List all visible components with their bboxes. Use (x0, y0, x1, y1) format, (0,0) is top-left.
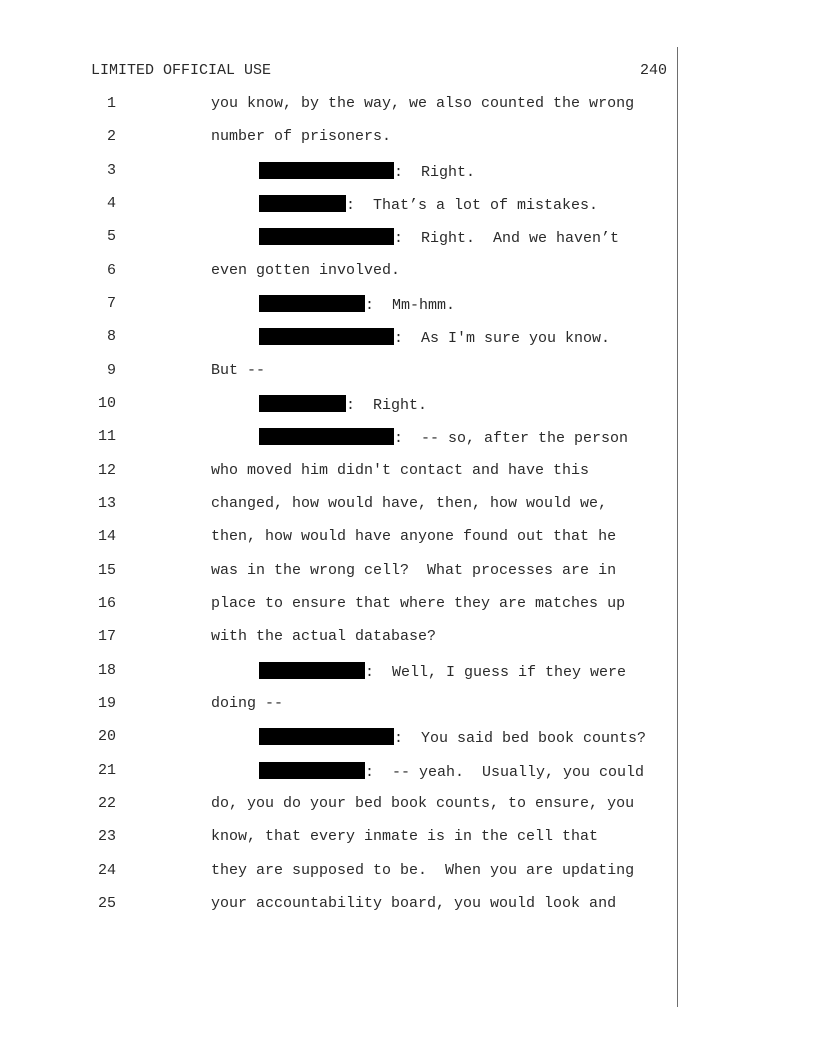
transcript-line (211, 828, 598, 846)
page-number: 240 (639, 62, 667, 79)
line-text: : -- yeah. Usually, you could (365, 764, 645, 781)
transcript-line (211, 862, 634, 880)
redacted-speaker-name (259, 662, 365, 679)
transcript-line (211, 562, 616, 580)
line-text: do, you do your bed book counts, to ensure, you (211, 795, 635, 812)
transcript-line (211, 262, 400, 280)
line-text: : Right. (346, 397, 428, 414)
line-number: 18 (97, 662, 116, 679)
transcript-line (211, 462, 589, 480)
line-text: : Right. (394, 164, 476, 181)
transcript-line (211, 628, 436, 646)
transcript-line (259, 228, 619, 248)
line-number: 17 (97, 628, 116, 645)
line-text: changed, how would have, then, how would we, (211, 495, 608, 512)
line-number: 21 (97, 762, 116, 779)
line-text: even gotten involved. (211, 262, 401, 279)
line-number: 20 (97, 728, 116, 745)
line-text: know, that every inmate is in the cell that (211, 828, 599, 845)
transcript-line (259, 395, 427, 415)
line-number: 9 (106, 362, 116, 379)
line-text: But -- (211, 362, 266, 379)
transcript-line (259, 295, 455, 315)
transcript-line (211, 795, 634, 813)
transcript-line (259, 328, 610, 348)
redacted-speaker-name (259, 228, 394, 245)
transcript-line (211, 128, 391, 146)
line-number: 8 (106, 328, 116, 345)
line-text: then, how would have anyone found out that he (211, 528, 617, 545)
classification-header: LIMITED OFFICIAL USE (91, 62, 272, 79)
line-text: your accountability board, you would look and (211, 895, 617, 912)
transcript-line (211, 362, 265, 380)
redacted-speaker-name (259, 295, 365, 312)
line-text: : You said bed book counts? (394, 730, 647, 747)
transcript-line (259, 195, 598, 215)
transcript-line (211, 495, 607, 513)
line-number: 13 (97, 495, 116, 512)
line-text: : Mm-hmm. (365, 297, 456, 314)
line-number: 2 (106, 128, 116, 145)
transcript-line (211, 595, 625, 613)
line-number: 16 (97, 595, 116, 612)
line-text: was in the wrong cell? What processes are in (211, 562, 617, 579)
transcript-line (259, 428, 628, 448)
line-text: with the actual database? (211, 628, 437, 645)
line-text: : Right. And we haven’t (394, 230, 620, 247)
line-text: number of prisoners. (211, 128, 392, 145)
line-number: 1 (106, 95, 116, 112)
redacted-speaker-name (259, 395, 346, 412)
line-text: they are supposed to be. When you are updating (211, 862, 635, 879)
line-number: 22 (97, 795, 116, 812)
line-number: 24 (97, 862, 116, 879)
line-text: who moved him didn't contact and have this (211, 462, 590, 479)
line-text: place to ensure that where they are matches up (211, 595, 626, 612)
transcript-line (259, 662, 626, 682)
line-text: : Well, I guess if they were (365, 664, 627, 681)
line-number: 15 (97, 562, 116, 579)
transcript-line (259, 762, 644, 782)
transcript-line (211, 528, 616, 546)
line-number: 23 (97, 828, 116, 845)
line-number: 7 (106, 295, 116, 312)
redacted-speaker-name (259, 428, 394, 445)
line-text: doing -- (211, 695, 284, 712)
line-number: 4 (106, 195, 116, 212)
line-number: 11 (97, 428, 116, 445)
line-number: 6 (106, 262, 116, 279)
transcript-line (211, 95, 634, 113)
redacted-speaker-name (259, 328, 394, 345)
redacted-speaker-name (259, 162, 394, 179)
line-number: 10 (97, 395, 116, 412)
redacted-speaker-name (259, 728, 394, 745)
line-number: 3 (106, 162, 116, 179)
transcript-line (259, 162, 475, 182)
redacted-speaker-name (259, 762, 365, 779)
redacted-speaker-name (259, 195, 346, 212)
line-text: : That’s a lot of mistakes. (346, 197, 599, 214)
line-number: 12 (97, 462, 116, 479)
transcript-line (259, 728, 646, 748)
line-number: 25 (97, 895, 116, 912)
margin-rule (677, 47, 678, 1007)
line-text: : -- so, after the person (394, 430, 629, 447)
line-text: : As I'm sure you know. (394, 330, 611, 347)
line-number: 14 (97, 528, 116, 545)
line-number: 5 (106, 228, 116, 245)
line-text: you know, by the way, we also counted the wrong (211, 95, 635, 112)
transcript-line (211, 895, 616, 913)
transcript-line (211, 695, 283, 713)
line-number: 19 (97, 695, 116, 712)
